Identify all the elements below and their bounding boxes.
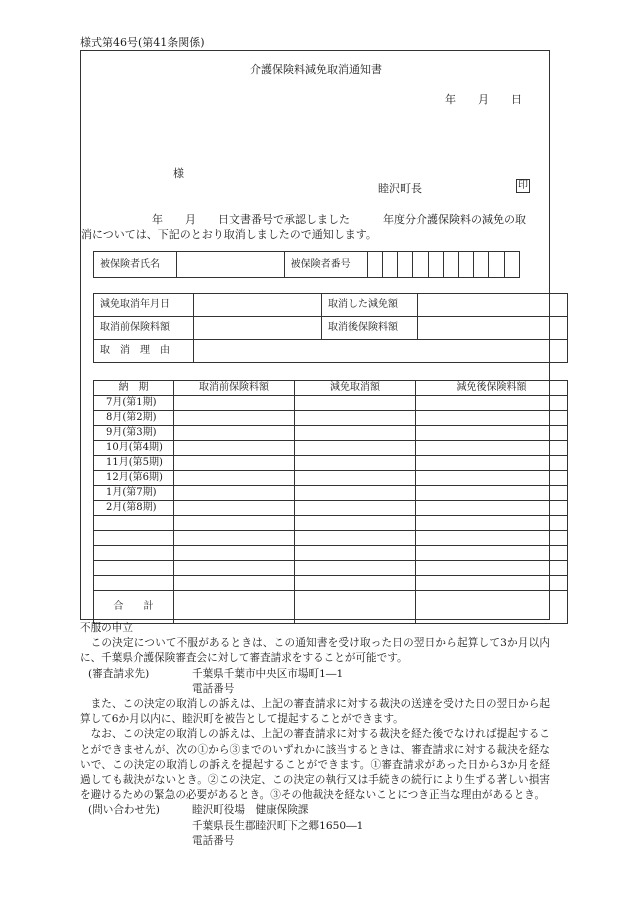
period-label [94, 516, 174, 531]
cancelled-amount-field[interactable] [418, 294, 568, 317]
cancel-reason-label: 取 消 理 由 [94, 340, 194, 363]
before-amount-field[interactable] [174, 501, 295, 516]
period-label: 11月(第5期) [94, 456, 174, 471]
reduction-amount-field[interactable] [295, 531, 416, 546]
reduction-amount-field[interactable] [295, 411, 416, 426]
header-after: 減免後保険料額 [416, 381, 568, 396]
date-line: 年 月 日 [445, 93, 522, 106]
cancelled-amount-label: 取消した減免額 [322, 294, 418, 317]
appeal-paragraph-1: この決定について不服があるときは、この通知書を受け取った日の翌日から起算して3か月以内に、千葉県介護保険審査会に対して審査請求をすることが可能です。 [80, 637, 550, 665]
insured-number-digit[interactable] [474, 252, 489, 278]
before-amount-field[interactable] [174, 456, 295, 471]
after-amount-field[interactable] [416, 471, 568, 486]
contact-label: (問い合わせ先) [88, 804, 160, 817]
before-premium-label: 取消前保険料額 [94, 317, 194, 340]
cancel-date-field[interactable] [194, 294, 322, 317]
appeal-paragraph-2: また、この決定の取消しの訴えは、上記の審査請求に対する裁決の送達を受けた日の翌日から起算して6か月以内に、睦沢町を被告として提起することができます。 [80, 698, 550, 726]
form-number-label: 様式第46号(第41条関係) [80, 36, 205, 49]
period-label [94, 576, 174, 591]
period-row [94, 576, 568, 591]
reduction-amount-field[interactable] [295, 501, 416, 516]
header-period: 納 期 [94, 381, 174, 396]
after-premium-label: 取消後保険料額 [322, 317, 418, 340]
insured-number-digit[interactable] [367, 252, 382, 278]
payment-period-table [93, 380, 568, 624]
appeal-section [80, 621, 550, 849]
period-row [94, 561, 568, 576]
after-amount-field[interactable] [416, 546, 568, 561]
contact-address: 千葉県長生郡睦沢町下之郷1650―1 [192, 819, 364, 832]
insured-number-digit[interactable] [459, 252, 474, 278]
request-destination-label: (審査請求先) [88, 667, 150, 680]
before-amount-field[interactable] [174, 426, 295, 441]
appeal-paragraph-3: なお、この決定の取消しの訴えは、上記の審査請求に対する裁決を経た後でなければ提起することができませんが、次の①から③までのいずれかに該当するときは、審査請求に対する裁決を経ないで、この決定の取消しの訴えを提起することができます。①審査請求があった日から3か月を経過しても裁決がないとき。②この決定、この決定の執行又は手続きの続行により生ずる著しい損害を避けるための緊急の必要があるとき。③その他裁決を経ないことにつき正当な理由があるとき。 [80, 728, 550, 802]
request-destination-address: 千葉県千葉市中央区市場町1―1 [192, 667, 344, 680]
after-amount-field[interactable] [416, 456, 568, 471]
period-row [94, 426, 568, 441]
total-after-field[interactable] [416, 591, 568, 624]
period-row [94, 516, 568, 531]
insured-name-field[interactable] [177, 252, 285, 278]
period-label: 9月(第3期) [94, 426, 174, 441]
period-row [94, 471, 568, 486]
period-label [94, 531, 174, 546]
reduction-amount-field[interactable] [295, 396, 416, 411]
reduction-amount-field[interactable] [295, 426, 416, 441]
period-label: 2月(第8期) [94, 501, 174, 516]
reduction-amount-field[interactable] [295, 456, 416, 471]
period-row [94, 456, 568, 471]
before-amount-field[interactable] [174, 516, 295, 531]
period-label: 7月(第1期) [94, 396, 174, 411]
before-amount-field[interactable] [174, 471, 295, 486]
insured-number-digit[interactable] [383, 252, 398, 278]
before-amount-field[interactable] [174, 441, 295, 456]
after-amount-field[interactable] [416, 411, 568, 426]
period-label: 8月(第2期) [94, 411, 174, 426]
notice-frame [80, 50, 550, 620]
reduction-amount-field[interactable] [295, 576, 416, 591]
total-before-field[interactable] [174, 591, 295, 624]
document-title: 介護保険料減免取消通知書 [250, 63, 382, 76]
appeal-heading: 不服の申立 [80, 622, 133, 634]
reduction-amount-field[interactable] [295, 516, 416, 531]
total-label: 合 計 [94, 591, 174, 624]
insured-number-digit[interactable] [413, 252, 428, 278]
reduction-amount-field[interactable] [295, 471, 416, 486]
period-row [94, 396, 568, 411]
period-label: 10月(第4期) [94, 441, 174, 456]
cancel-date-label: 減免取消年月日 [94, 294, 194, 317]
after-amount-field[interactable] [416, 516, 568, 531]
after-premium-field[interactable] [418, 317, 568, 340]
reduction-table [93, 293, 568, 363]
after-amount-field[interactable] [416, 426, 568, 441]
before-premium-field[interactable] [194, 317, 322, 340]
reduction-amount-field[interactable] [295, 561, 416, 576]
insured-name-label: 被保険者氏名 [94, 252, 177, 278]
before-amount-field[interactable] [174, 531, 295, 546]
request-destination-phone: 電話番号 [192, 682, 235, 695]
issuer-name: 睦沢町長 [378, 182, 422, 195]
period-row [94, 486, 568, 501]
contact-phone: 電話番号 [192, 834, 235, 847]
insured-info-table [93, 251, 520, 278]
header-before: 取消前保険料額 [174, 381, 295, 396]
after-amount-field[interactable] [416, 501, 568, 516]
period-label [94, 546, 174, 561]
insured-number-digit[interactable] [428, 252, 443, 278]
before-amount-field[interactable] [174, 546, 295, 561]
insured-number-digit[interactable] [443, 252, 458, 278]
before-amount-field[interactable] [174, 486, 295, 501]
after-amount-field[interactable] [416, 441, 568, 456]
before-amount-field[interactable] [174, 561, 295, 576]
header-reduction: 減免取消額 [295, 381, 416, 396]
period-row [94, 411, 568, 426]
period-row [94, 546, 568, 561]
insured-number-digit[interactable] [398, 252, 413, 278]
insured-number-digit[interactable] [489, 252, 504, 278]
after-amount-field[interactable] [416, 561, 568, 576]
period-label [94, 561, 174, 576]
period-label: 12月(第6期) [94, 471, 174, 486]
addressee-suffix: 様 [173, 167, 184, 180]
after-amount-field[interactable] [416, 396, 568, 411]
intro-line-1: 年 月 日文書番号で承認しました 年度分介護保険料の減免の取 [152, 213, 526, 226]
period-label: 1月(第7期) [94, 486, 174, 501]
before-amount-field[interactable] [174, 396, 295, 411]
intro-line-2: 消については、下記のとおり取消しましたので通知します。 [81, 228, 377, 241]
period-row [94, 531, 568, 546]
reduction-amount-field[interactable] [295, 546, 416, 561]
after-amount-field[interactable] [416, 531, 568, 546]
insured-number-label: 被保険者番号 [284, 252, 367, 278]
before-amount-field[interactable] [174, 576, 295, 591]
total-reduction-field[interactable] [295, 591, 416, 624]
after-amount-field[interactable] [416, 576, 568, 591]
cancel-reason-field[interactable] [194, 340, 568, 363]
contact-office: 睦沢町役場 健康保険課 [192, 804, 309, 817]
reduction-amount-field[interactable] [295, 486, 416, 501]
seal-mark: 印 [518, 180, 528, 191]
insured-number-digit[interactable] [504, 252, 519, 278]
reduction-amount-field[interactable] [295, 441, 416, 456]
after-amount-field[interactable] [416, 486, 568, 501]
before-amount-field[interactable] [174, 411, 295, 426]
period-row [94, 441, 568, 456]
period-row [94, 501, 568, 516]
